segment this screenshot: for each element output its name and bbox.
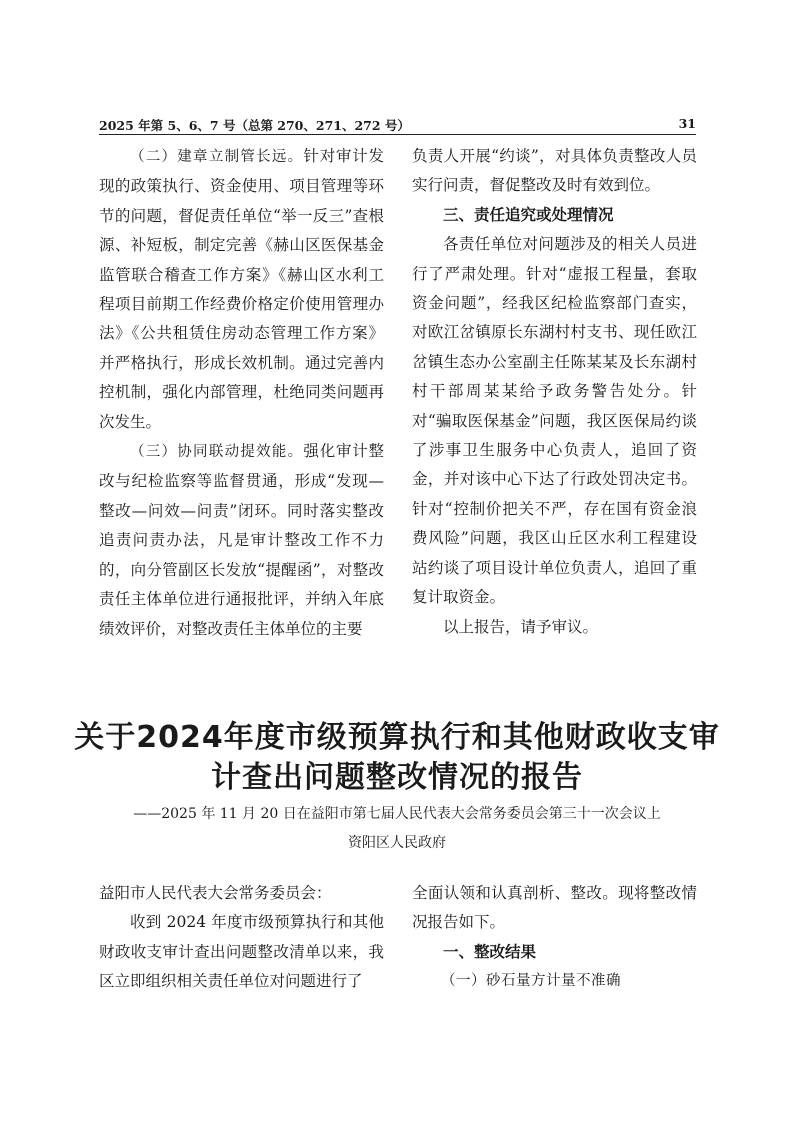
page-header [99,116,696,135]
paragraph-lead: （二）建章立制管长远。 [130,149,304,165]
paragraph: 全面认领和认真剖析、整改。现将整改情况报告如下。 [412,884,697,932]
paragraph-text: 强化审计整改与纪检监察等监督贯通，形成“发现—整改—问效—问责”闭环。同时落实整改追责问责办法，凡是审计整改工作不力的，向分管副区长发放“提醒函”，对整改责任主体单位进行通报批评，并纳入年底绩效评价，对整改责任主体单位的主要 [99,442,384,638]
sub-heading: （一）砂石量方计量不准确 [441,973,621,990]
article-title-line-2: 计查出问题整改情况的报告 [211,760,583,795]
paragraph-text: 针对审计发现的政策执行、资金使用、项目管理等环节的问题，督促责任单位“举一反三”查根源、补短板，制定完善《赫山区医保基金监管联合稽查工作方案》《赫山区水利工程项目前期工作经费价格定价使用管理办法》《公共租赁住房动态管理工作方案》并严格执行，形成长效机制。通过完善内控机制，强化内部管理，杜绝同类问题再次发生。 [99,147,384,431]
top-right-column [412,142,697,642]
paragraph: 各责任单位对问题涉及的相关人员进行了严肃处理。针对“虚报工程量，套取资金问题”，经我区纪检监察部门查实，对欧江岔镇原长东湖村村支书、现任欧江岔镇生态办公室副主任陈某某及长东湖村村干部周某某给予政务警告处分。针对“骗取医保基金”问题，我区医保局约谈了涉事卫生服务中心负责人，追回了资金，并对该中心下达了行政处罚决定书。针对“控制价把关不严，存在国有资金浪费风险”问题，我区山丘区水利工程建设站约谈了项目设计单位负责人，追回了重复计取资金。 [412,235,697,607]
paragraph: 收到 2024 年度市级预算执行和其他财政收支审计查出问题整改清单以来，我区立即组织相关责任单位对问题进行了 [99,913,384,991]
paragraph: 负责人开展“约谈”，对具体负责整改人员实行问责，督促整改及时有效到位。 [412,147,697,195]
top-left-column [99,142,384,644]
page-number: 31 [678,116,696,131]
paragraph [99,437,384,644]
paragraph: 以上报告，请予审议。 [443,617,599,636]
article-title-line-1: 关于2024年度市级预算执行和其他财政收支审 [74,720,720,755]
bottom-left-column [99,879,384,997]
paragraph [99,142,384,437]
salutation: 益阳市人民代表大会常务委员会： [99,884,332,902]
section-heading: 一、整改结果 [443,942,537,961]
paragraph-lead: （三）协同联动提效能。 [130,444,304,461]
article-author: 资阳区人民政府 [348,835,446,851]
article-subtitle: ——2025 年 11 月 20 日在益阳市第七届人民代表大会常务委员会第三十一次会议上 [133,806,661,822]
issue-info: 2025 年第 5、6、7 号（总第 270、271、272 号） [99,118,410,133]
section-heading: 三、责任追究或处理情况 [443,205,614,224]
bottom-right-column [412,879,697,997]
